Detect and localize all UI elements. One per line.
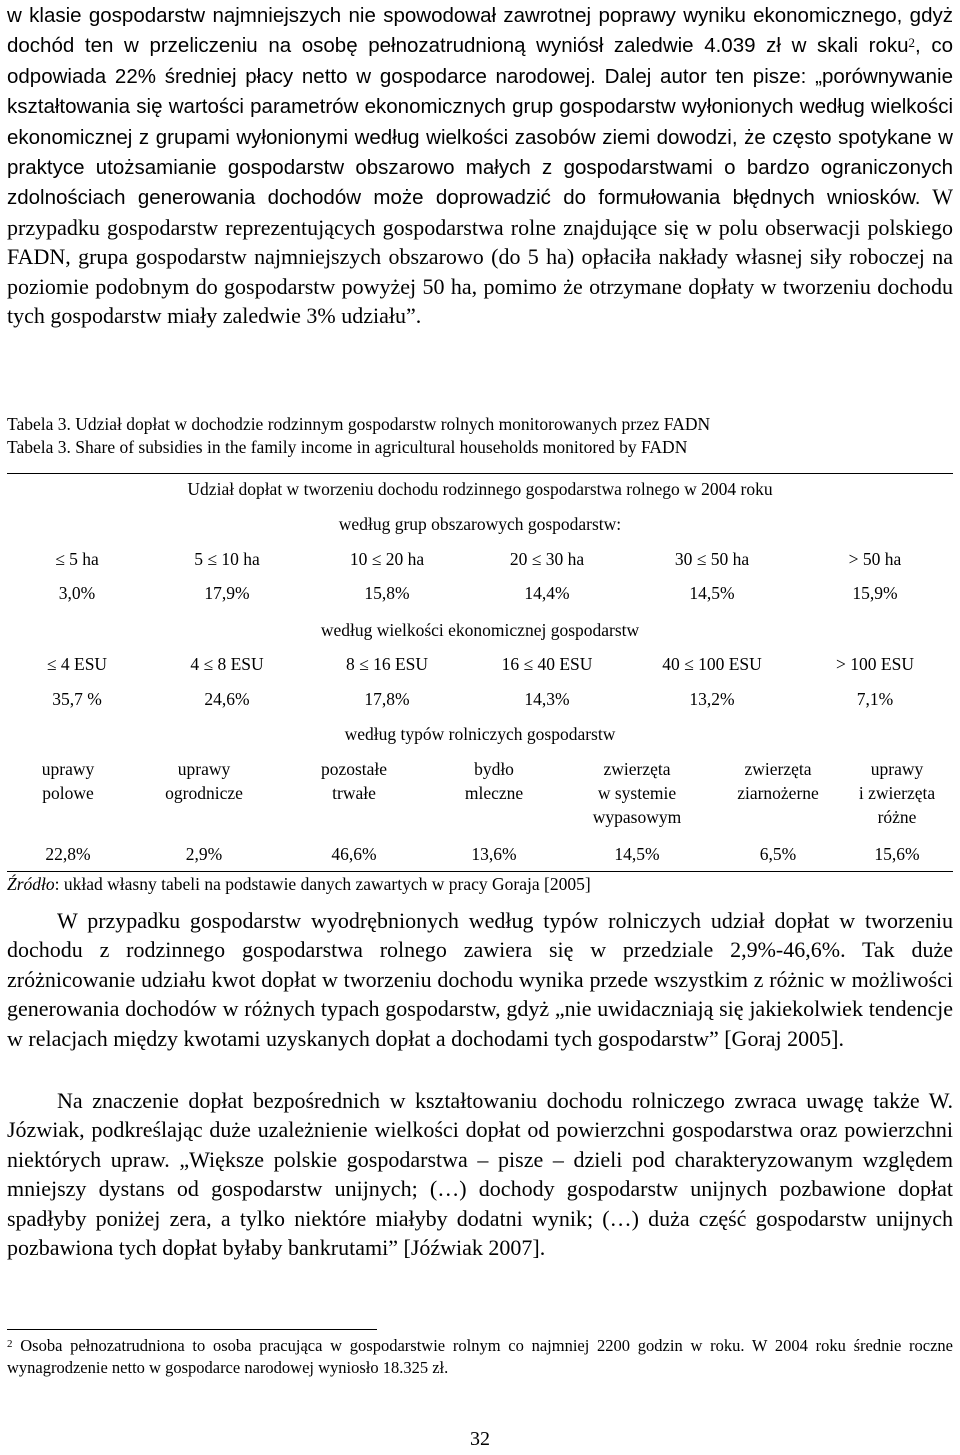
type-group-1-line-1: ogrodnicze bbox=[165, 783, 243, 803]
footnote-ref: 2 bbox=[908, 35, 916, 51]
table-header: Udział dopłat w tworzeniu dochodu rodzinnego gospodarstwa rolnego w 2004 roku bbox=[187, 479, 773, 499]
source-label: Źródło bbox=[7, 874, 55, 894]
paragraph-types: W przypadku gospodarstw wyodrębnionych według typów rolniczych udział dopłat w tworzeniu dochodu z rodzinnego gospodarstwa rolnego zawiera się w przedziale 2,9%-46,6%. Tak duże zróżnicowanie udziału kwot dopłat w tworzeniu dochodu wynika przede wszystkim z różnic w możliwości generowania dochodów w różnych typach gospodarstw, gdyż „nie uwidaczniają się jakiekolwiek tendencje w relacjach między kwotami uzyskanych dopłat a dochodami tych gospodarstw” [Goraj 2005]. bbox=[7, 908, 953, 1051]
type-group-3-line-1: mleczne bbox=[464, 783, 524, 803]
esu-value-1: 24,6% bbox=[204, 689, 250, 709]
section-esu-label: według wielkości ekonomicznej gospodarstw bbox=[320, 620, 640, 640]
area-group-5: > 50 ha bbox=[848, 549, 902, 569]
type-group-6-line-1: i zwierzęta bbox=[858, 783, 936, 803]
type-group-2 bbox=[279, 757, 429, 829]
section-area-label: według grup obszarowych gospodarstw: bbox=[338, 514, 622, 534]
paragraph-jozwiak: Na znaczenie dopłat bezpośrednich w kształtowaniu dochodu rolniczego zwraca uwagę także W. Józwiak, podkreślając duże uzależnienie wielkości dopłat od powierzchni gospodarstwa oraz powierzchni niektórych upraw. „Większe polskie gospodarstwa – pisze – dzieli pod charakteryzowanym względem mniejszy dystans od gospodarstw unijnych; (…) dochody gospodarstw unijnych pozbawione dopłat spadłyby poniżej zera, a tylko niektóre miałyby dodatni wynik; (…) duża część gospodarstw unijnych pozbawiona tych dopłat byłaby bankrutami” [Jóźwiak 2007]. bbox=[7, 1088, 953, 1261]
intro-line-3a: zaledwie 4.039 zł w skali roku bbox=[613, 34, 909, 58]
type-group-6 bbox=[841, 757, 953, 829]
page-number: 32 bbox=[470, 1428, 490, 1450]
type-value-5: 6,5% bbox=[759, 844, 797, 864]
table-caption-pl: Tabela 3. Udział dopłat w dochodzie rodzinnym gospodarstw rolnych monitorowanych przez FADN bbox=[7, 414, 711, 434]
table-caption-en: Tabela 3. Share of subsidies in the family income in agricultural households monitored by FADN bbox=[7, 437, 688, 457]
type-group-0-line-0: uprawy bbox=[41, 759, 95, 779]
type-group-5-line-2 bbox=[715, 805, 841, 829]
area-value-5: 15,9% bbox=[852, 583, 898, 603]
footnote-mark: 2 bbox=[7, 1338, 13, 1350]
type-group-4-line-1: w systemie bbox=[597, 783, 677, 803]
esu-group-3: 16 ≤ 40 ESU bbox=[501, 654, 593, 674]
type-group-2-line-1: trwałe bbox=[332, 783, 376, 803]
area-value-4: 14,5% bbox=[689, 583, 735, 603]
type-value-6: 15,6% bbox=[874, 844, 920, 864]
intro-quote: . Dalej autor ten pisze: „porównywanie kształtowania się wartości parametrów ekonomicznych grup gospodarstw wyłonionych według wielkości ekonomicznej z grupami wyłonionymi według wielkości zasobów ziemi dowodzi, że często spotykane w praktyce utożsamianie gospodarstw obszarowo małych z gospodarstwami o bardzo ograniczonych zdolnościach generowania dochodów może doprowadzić do formułowania błędnych wniosków. bbox=[7, 64, 953, 210]
type-value-1: 2,9% bbox=[185, 844, 223, 864]
type-group-4 bbox=[559, 757, 715, 829]
esu-group-5: > 100 ESU bbox=[836, 654, 914, 674]
area-value-0: 3,0% bbox=[58, 583, 96, 603]
esu-values-row bbox=[7, 687, 953, 711]
type-group-3-line-0: bydło bbox=[474, 759, 514, 779]
paragraph-intro bbox=[7, 0, 953, 330]
type-group-6-line-0: uprawy bbox=[870, 759, 924, 779]
type-group-1 bbox=[129, 757, 279, 829]
area-group-2: 10 ≤ 20 ha bbox=[349, 549, 425, 569]
esu-value-2: 17,8% bbox=[364, 689, 410, 709]
type-group-4-line-0: zwierzęta bbox=[603, 759, 671, 779]
source-text: : układ własny tabeli na podstawie danych zawartych w pracy Goraja [2005] bbox=[54, 874, 591, 894]
type-group-0-line-2 bbox=[7, 805, 129, 829]
esu-group-0: ≤ 4 ESU bbox=[46, 654, 108, 674]
intro-line-2: ekonomicznego, gdyż dochód ten w przeliczeniu na osobę pełnozatrudnioną wyniósł bbox=[7, 4, 953, 58]
esu-value-4: 13,2% bbox=[689, 689, 735, 709]
footnote-text: Osoba pełnozatrudniona to osoba pracująca w gospodarstwie rolnym co najmniej 2200 godzin w roku. W 2004 roku średnie roczne wynagrodzenie netto w gospodarce narodowej wyniosło 18.325 zł. bbox=[7, 1336, 953, 1377]
type-group-6-line-2: różne bbox=[877, 807, 917, 827]
esu-group-1: 4 ≤ 8 ESU bbox=[190, 654, 264, 674]
type-group-3 bbox=[429, 757, 559, 829]
type-value-4: 14,5% bbox=[614, 844, 660, 864]
esu-value-5: 7,1% bbox=[856, 689, 894, 709]
type-groups-row bbox=[7, 757, 953, 829]
type-group-0 bbox=[7, 757, 129, 829]
type-group-2-line-2 bbox=[279, 805, 429, 829]
footnote bbox=[7, 1335, 953, 1379]
type-group-4-line-2: wypasowym bbox=[592, 807, 682, 827]
area-values-row bbox=[7, 581, 953, 605]
type-group-1-line-2 bbox=[129, 805, 279, 829]
area-value-1: 17,9% bbox=[204, 583, 250, 603]
type-value-3: 13,6% bbox=[471, 844, 517, 864]
type-group-3-line-2 bbox=[429, 805, 559, 829]
footnote-separator bbox=[7, 1329, 377, 1330]
type-value-0: 22,8% bbox=[45, 844, 91, 864]
area-group-1: 5 ≤ 10 ha bbox=[194, 549, 260, 569]
esu-groups-row bbox=[7, 652, 953, 676]
area-group-3: 20 ≤ 30 ha bbox=[509, 549, 585, 569]
type-group-0-line-1: polowe bbox=[42, 783, 94, 803]
area-group-4: 30 ≤ 50 ha bbox=[674, 549, 750, 569]
table-bottom-rule bbox=[7, 871, 953, 872]
intro-line-4: narodowej bbox=[495, 64, 591, 88]
type-group-5-line-0: zwierzęta bbox=[744, 759, 812, 779]
intro-continuation: W przypadku gospodarstw reprezentujących gospodarstwa rolne znajdujące się w polu obserwacji polskiego FADN, grupa gospodarstw najmniejszych obszarowo (do 5 ha) opłaciła nakłady własnej siły roboczej na poziomie podobnym do gospodarstw powyżej 50 ha, pomimo że otrzymane dopłaty w tworzeniu dochodu tych gospodarstw miały zaledwie 3% udziału”. bbox=[7, 184, 953, 329]
type-group-5 bbox=[715, 757, 841, 829]
intro-line-3b: , co odpowiada 22% średniej płacy netto w gospodarce bbox=[7, 34, 954, 88]
esu-value-0: 35,7 % bbox=[52, 689, 102, 709]
type-group-1-line-0: uprawy bbox=[177, 759, 231, 779]
type-values-row bbox=[7, 842, 953, 866]
area-groups-row bbox=[7, 547, 953, 571]
section-type-label: według typów rolniczych gospodarstw bbox=[344, 724, 616, 744]
table-top-rule bbox=[7, 473, 953, 474]
type-group-5-line-1: ziarnożerne bbox=[737, 783, 819, 803]
esu-value-3: 14,3% bbox=[524, 689, 570, 709]
type-value-2: 46,6% bbox=[331, 844, 377, 864]
esu-group-2: 8 ≤ 16 ESU bbox=[345, 654, 429, 674]
intro-line-1: w klasie gospodarstw najmniejszych nie spowodował zawrotnej poprawy wyniku bbox=[7, 4, 746, 27]
area-group-0: ≤ 5 ha bbox=[55, 549, 99, 569]
area-value-3: 14,4% bbox=[524, 583, 570, 603]
table-source bbox=[7, 873, 591, 895]
type-group-2-line-0: pozostałe bbox=[320, 759, 388, 779]
esu-group-4: 40 ≤ 100 ESU bbox=[662, 654, 762, 674]
area-value-2: 15,8% bbox=[364, 583, 410, 603]
